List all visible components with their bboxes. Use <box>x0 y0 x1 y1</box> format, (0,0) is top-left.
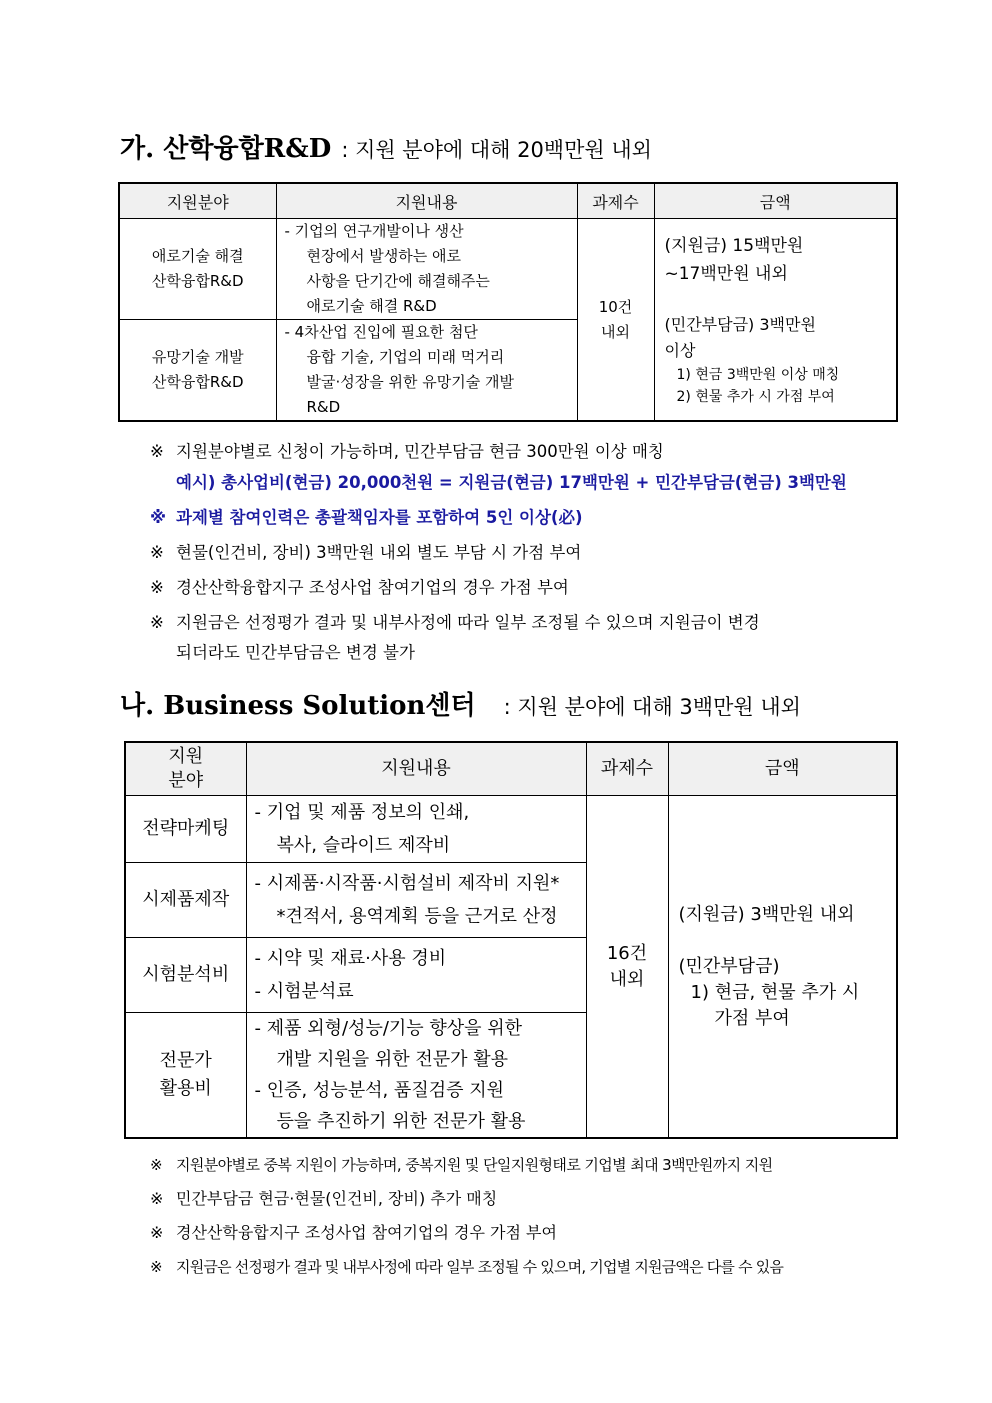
header-content: 지원내용 <box>276 183 577 219</box>
amount-line: 가점 부여 <box>714 1007 790 1029</box>
area-cell <box>125 938 246 1013</box>
content-line: 사항을 단기간에 해결해주는 <box>306 272 490 290</box>
note-item <box>150 541 910 576</box>
note-item <box>150 1221 910 1255</box>
note-mark: ※ <box>150 1223 164 1242</box>
content-line: 등을 추진하기 위한 전문가 활용 <box>276 1111 526 1132</box>
area-cell <box>119 320 276 422</box>
content-line: - 인증, 성능분석, 품질검증 지원 <box>254 1080 504 1101</box>
content-line: - 기업 및 제품 정보의 인쇄, <box>254 802 470 823</box>
section1-subtitle: : 지원 분야에 대해 20백만원 내외 <box>341 138 652 162</box>
table-header-row <box>125 742 897 796</box>
note-mark: ※ <box>150 1258 162 1276</box>
content-cell <box>246 938 586 1013</box>
section1-title: 가. 산학융합R&D <box>120 134 332 164</box>
section2-table <box>124 741 898 1139</box>
note-mark: ※ <box>150 1156 162 1174</box>
amount-line: (민간부담금) <box>678 955 780 977</box>
area-line: 활용비 <box>159 1078 212 1099</box>
content-cell <box>276 320 577 422</box>
amount-line: (민간부담금) 3백만원 <box>664 314 816 334</box>
note-text: 지원금은 선정평가 결과 및 내부사정에 따라 일부 조정될 수 있으며, 기업별 지원금액은 다를 수 있음 <box>176 1258 784 1276</box>
area-cell <box>119 219 276 320</box>
note-text: 과제별 참여인력은 총괄책임자를 포함하여 5인 이상(必) <box>176 508 583 527</box>
count-line: 내외 <box>601 322 630 341</box>
header-count: 과제수 <box>577 183 654 219</box>
area-line: 애로기술 해결 <box>151 247 244 265</box>
section2-notes <box>150 1153 910 1289</box>
note-item <box>150 1187 910 1221</box>
amount-line: 1) 현금, 현물 추가 시 <box>690 981 860 1003</box>
note-text: 되더라도 민간부담금은 변경 불가 <box>176 643 415 662</box>
section1-notes <box>150 440 910 676</box>
area-line: 시제품제작 <box>142 889 230 910</box>
count-line: 내외 <box>609 968 645 990</box>
content-cell <box>246 796 586 863</box>
note-text: 지원분야별로 신청이 가능하며, 민간부담금 현금 300만원 이상 매칭 <box>176 442 664 461</box>
section2-title: 나. Business Solution센터 <box>120 691 476 721</box>
area-line: 전략마케팅 <box>142 818 230 839</box>
header-area: 지원분야 <box>119 183 276 219</box>
note-mark: ※ <box>150 442 164 461</box>
amount-line: 1) 현금 3백만원 이상 매칭 <box>676 366 840 383</box>
note-item <box>150 506 910 541</box>
header-area-line: 분야 <box>168 770 204 791</box>
header-area-line: 지원 <box>168 746 204 767</box>
area-line: 전문가 <box>159 1050 212 1071</box>
amount-line: (지원금) 3백만원 내외 <box>678 903 855 925</box>
area-line: 산학융합R&D <box>151 373 244 391</box>
section1-table <box>118 182 898 422</box>
content-line: 애로기술 해결 R&D <box>306 297 437 315</box>
header-content: 지원내용 <box>246 742 586 796</box>
header-count: 과제수 <box>586 742 668 796</box>
note-item <box>150 1153 910 1187</box>
area-line: 유망기술 개발 <box>151 348 244 366</box>
amount-line: ~17백만원 내외 <box>664 263 788 284</box>
amount-line: 2) 현물 추가 시 가점 부여 <box>676 388 835 405</box>
area-line: 산학융합R&D <box>151 272 244 290</box>
content-line: - 기업의 연구개발이나 생산 <box>284 222 464 240</box>
note-text: 경산산학융합지구 조성사업 참여기업의 경우 가점 부여 <box>176 1223 557 1242</box>
amount-cell <box>668 796 897 1139</box>
content-line: - 시제품·시작품·시험설비 제작비 지원* <box>254 873 560 894</box>
content-line: - 4차산업 진입에 필요한 첨단 <box>284 323 478 341</box>
area-cell <box>125 1013 246 1139</box>
note-text: 민간부담금 현금·현물(인건비, 장비) 추가 매칭 <box>176 1189 498 1208</box>
content-line: 발굴·성장을 위한 유망기술 개발 <box>306 373 514 391</box>
amount-cell <box>654 219 897 422</box>
table-row <box>119 219 897 320</box>
note-text: 지원분야별로 중복 지원이 가능하며, 중복지원 및 단일지원형태로 기업별 최대 3백만원까지 지원 <box>176 1156 773 1174</box>
header-amount: 금액 <box>668 742 897 796</box>
content-line: 현장에서 발생하는 애로 <box>306 247 461 265</box>
content-line: - 시약 및 재료·사용 경비 <box>254 948 447 969</box>
content-line: - 시험분석료 <box>254 981 354 1002</box>
note-item <box>150 576 910 611</box>
note-mark: ※ <box>150 613 164 632</box>
content-line: R&D <box>306 398 341 416</box>
section2-subtitle: : 지원 분야에 대해 3백만원 내외 <box>503 695 801 719</box>
note-text: 현물(인건비, 장비) 3백만원 내외 별도 부담 시 가점 부여 <box>176 543 582 562</box>
content-cell <box>246 1013 586 1139</box>
amount-line: (지원금) 15백만원 <box>664 235 804 256</box>
area-cell <box>125 796 246 863</box>
note-text: 지원금은 선정평가 결과 및 내부사정에 따라 일부 조정될 수 있으며 지원금이 변경 <box>176 613 760 632</box>
header-amount: 금액 <box>654 183 897 219</box>
content-cell <box>276 219 577 320</box>
content-line: 복사, 슬라이드 제작비 <box>276 835 451 856</box>
area-cell <box>125 863 246 938</box>
note-item <box>150 611 910 641</box>
count-line: 10건 <box>598 297 633 316</box>
section2-heading <box>120 685 801 722</box>
content-line: 융합 기술, 기업의 미래 먹거리 <box>306 348 505 366</box>
note-text: 경산산학융합지구 조성사업 참여기업의 경우 가점 부여 <box>176 578 569 597</box>
count-line: 16건 <box>606 942 648 964</box>
note-item <box>150 1255 910 1289</box>
note-mark: ※ <box>150 1189 164 1208</box>
count-cell <box>577 219 654 422</box>
amount-line: 이상 <box>664 340 696 360</box>
area-line: 시험분석비 <box>142 964 230 985</box>
note-item <box>150 471 910 506</box>
note-example-text: 예시) 총사업비(현금) 20,000천원 = 지원금(현금) 17백만원 + 민간부담금(현금) 3백만원 <box>176 473 847 492</box>
content-line: - 제품 외형/성능/기능 향상을 위한 <box>254 1018 523 1039</box>
count-cell <box>586 796 668 1139</box>
header-area <box>125 742 246 796</box>
section1-heading <box>120 128 652 165</box>
note-mark: ※ <box>150 578 164 597</box>
content-line: *견적서, 용역계획 등을 근거로 산정 <box>276 906 558 927</box>
table-header-row <box>119 183 897 219</box>
content-line: 개발 지원을 위한 전문가 활용 <box>276 1049 509 1070</box>
note-mark: ※ <box>150 508 167 527</box>
note-mark: ※ <box>150 543 164 562</box>
note-item <box>150 641 910 676</box>
table-row <box>125 796 897 863</box>
content-cell <box>246 863 586 938</box>
note-item <box>150 440 910 475</box>
